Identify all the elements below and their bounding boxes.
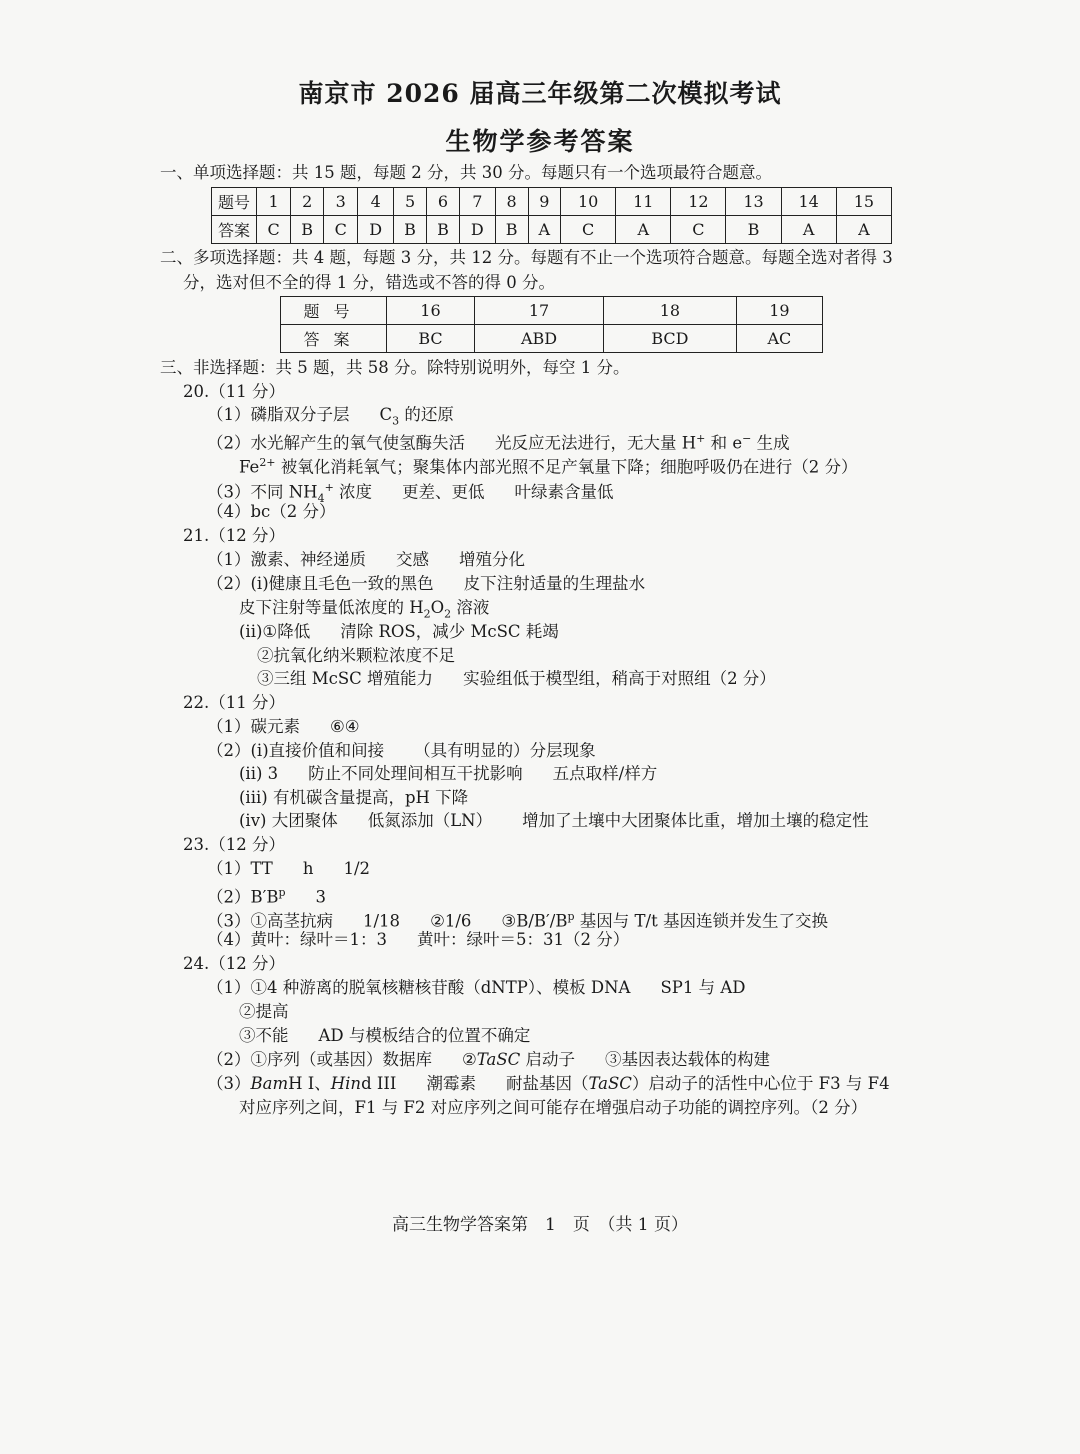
table-cell: 6 <box>427 188 460 216</box>
answer-text: 五点取样/样方 <box>552 764 658 783</box>
answer-text: 实验组低于模型组，稍高于对照组（2 分） <box>463 669 776 688</box>
table-cell: 5 <box>394 188 427 216</box>
superscript: − <box>742 432 752 445</box>
answer-text: (ii) 3 <box>239 764 279 783</box>
table-cell: 2 <box>291 188 324 216</box>
table-cell: 15 <box>836 188 891 216</box>
row-label: 答案 <box>281 325 387 353</box>
q24-part2 <box>207 1049 770 1071</box>
q24-part3-line2: 对应序列之间，F1 与 F2 对应序列之间可能存在增强启动子功能的调控序列。（2 分） <box>239 1098 868 1117</box>
table-cell: 8 <box>495 188 528 216</box>
answer-text: 黄叶：绿叶＝5：31（2 分） <box>417 930 630 949</box>
answer-text: （1）激素、神经递质 <box>207 550 366 569</box>
table-cell: 17 <box>474 297 603 325</box>
q21-ii-3 <box>257 668 776 690</box>
table-cell: 12 <box>671 188 726 216</box>
q23-part2 <box>207 882 326 909</box>
table-cell: AC <box>736 325 822 353</box>
table-cell: 18 <box>604 297 737 325</box>
q20-part4: （4）bc（2 分） <box>207 502 336 521</box>
subscript: 4 <box>317 491 325 505</box>
answer-text: ②1/6 <box>430 911 472 931</box>
table-cell: ABD <box>474 325 603 353</box>
table-cell: A <box>781 216 836 244</box>
answer-text: （2）(i)直接价值和间接 <box>207 741 385 760</box>
page-footer: 高三生物学答案第 1 页 （共 1 页） <box>392 1215 688 1235</box>
table-cell: 19 <box>736 297 822 325</box>
exam-title: 南京市 2026 届高三年级第二次模拟考试 <box>298 79 782 108</box>
q23-heading: 23.（12 分） <box>183 835 285 854</box>
answer-text: TaSC <box>476 1050 521 1069</box>
q22-part2 <box>207 740 596 762</box>
single-choice-table <box>211 187 892 244</box>
q21-part1 <box>207 549 525 571</box>
q23-part4 <box>207 929 629 951</box>
superscript: + <box>324 481 334 494</box>
table-row <box>281 325 823 353</box>
answer-text: ）启动子的活性中心位于 F3 与 F4 <box>631 1074 890 1093</box>
answer-text: 浓度 <box>333 482 373 502</box>
table-cell: D <box>459 216 495 244</box>
answer-text: 交感 <box>396 550 429 569</box>
answer-text: ⑥④ <box>330 717 360 736</box>
q22-iii: (iii) 有机碳含量提高，pH 下降 <box>239 788 469 807</box>
answer-text: Bam <box>250 1074 289 1093</box>
table-cell: A <box>528 216 560 244</box>
answer-text: 生成 <box>751 433 790 453</box>
section3-heading: 三、非选择题：共 5 题，共 58 分。除特别说明外，每空 1 分。 <box>160 358 630 377</box>
answer-text: （2）①序列（或基因）数据库 <box>207 1050 432 1069</box>
answer-text: 低氮添加（LN） <box>367 811 493 830</box>
answer-text: 皮下注射适量的生理盐水 <box>463 574 646 593</box>
answer-text: （4）黄叶：绿叶＝1：3 <box>207 930 387 949</box>
q20-part2-line2 <box>239 452 858 479</box>
q24-part1-3 <box>239 1025 530 1047</box>
answer-text: 和 e <box>705 433 743 453</box>
table-cell: B <box>726 216 781 244</box>
answer-text: 1/18 <box>363 911 401 931</box>
q22-heading: 22.（11 分） <box>183 693 285 712</box>
q22-iv <box>239 810 869 832</box>
table-row <box>281 297 823 325</box>
answer-text: 更差、更低 <box>402 482 485 502</box>
answer-text: 叶绿素含量低 <box>514 482 614 502</box>
q22-part1 <box>207 716 360 738</box>
answer-text: 的还原 <box>399 405 454 424</box>
answer-text: (ii)①降低 <box>239 622 311 641</box>
answer-text: 启动子 <box>520 1050 576 1069</box>
answer-text: 耐盐基因（ <box>505 1074 589 1093</box>
answer-text: C <box>379 405 393 424</box>
answer-text: H I、 <box>288 1074 331 1093</box>
table-cell: B <box>427 216 460 244</box>
answer-text: ② <box>462 1050 477 1069</box>
answer-text: 皮下注射等量低浓度的 H <box>239 598 424 617</box>
answer-text: （2）(i)健康且毛色一致的黑色 <box>207 574 434 593</box>
answer-text: ③三组 McSC 增殖能力 <box>257 669 434 688</box>
table-cell: D <box>358 216 394 244</box>
answer-text: ③不能 <box>239 1026 289 1045</box>
superscript: 2+ <box>259 456 276 469</box>
q23-part1 <box>207 858 370 880</box>
table-cell: C <box>561 216 616 244</box>
answer-text: （具有明显的）分层现象 <box>414 741 596 760</box>
answer-title: 生物学参考答案 <box>445 127 635 156</box>
multi-choice-table <box>280 296 823 353</box>
q20-part2 <box>207 428 790 455</box>
answer-text: h <box>302 859 314 878</box>
table-cell: A <box>836 216 891 244</box>
answer-text: （3）不同 NH <box>207 482 318 502</box>
table-cell: B <box>394 216 427 244</box>
table-cell: 1 <box>257 188 291 216</box>
table-cell: 9 <box>528 188 560 216</box>
section2-heading-line2: 分，选对但不全的得 1 分，错选或不答的得 0 分。 <box>183 273 555 292</box>
q21-ii-2: ②抗氧化纳米颗粒浓度不足 <box>257 646 455 665</box>
superscript: p <box>567 910 575 923</box>
answer-text: 光反应无法进行，无大量 H <box>495 433 697 453</box>
answer-text: 溶液 <box>451 598 490 617</box>
answer-text: （1）磷脂双分子层 <box>207 405 350 424</box>
answer-text: AD 与模板结合的位置不确定 <box>318 1026 531 1045</box>
q21-part2 <box>207 573 645 595</box>
table-cell: 7 <box>459 188 495 216</box>
table-cell: B <box>495 216 528 244</box>
q24-heading: 24.（12 分） <box>183 954 285 973</box>
answer-text: （3） <box>207 1074 251 1093</box>
table-cell: A <box>616 216 671 244</box>
answer-text: 防止不同处理间相互干扰影响 <box>308 764 523 783</box>
table-row <box>212 216 892 244</box>
table-cell: 4 <box>358 188 394 216</box>
answer-text: O <box>430 598 445 617</box>
answer-text: （3）①高茎抗病 <box>207 911 333 931</box>
answer-text: （1）碳元素 <box>207 717 300 736</box>
answer-text: d III <box>361 1074 397 1093</box>
answer-text: ③基因表达载体的构建 <box>605 1050 771 1069</box>
table-cell: BC <box>387 325 475 353</box>
q24-part1 <box>207 977 745 999</box>
answer-text: （2）B′B <box>207 887 279 907</box>
q22-ii <box>239 763 657 785</box>
table-cell: 11 <box>616 188 671 216</box>
answer-text: Fe <box>239 457 260 477</box>
section1-heading: 一、单项选择题：共 15 题，每题 2 分，共 30 分。每题只有一个选项最符合题意。 <box>160 163 772 182</box>
subscript: 2 <box>423 607 431 621</box>
answer-text: （1）TT <box>207 859 273 878</box>
table-row <box>212 188 892 216</box>
answer-text: （2）水光解产生的氧气使氢酶失活 <box>207 433 465 453</box>
superscript: p <box>278 886 286 899</box>
answer-text: SP1 与 AD <box>660 978 746 997</box>
subscript: 2 <box>444 607 452 621</box>
table-cell: C <box>257 216 291 244</box>
answer-text: 1/2 <box>343 859 371 878</box>
answer-text: （1）①4 种游离的脱氧核糖核苷酸（dNTP）、模板 DNA <box>207 978 631 997</box>
answer-text: TaSC <box>588 1074 632 1093</box>
q24-part1-2: ②提高 <box>239 1002 289 1021</box>
answer-text: 被氧化消耗氧气；聚集体内部光照不足产氧量下降；细胞呼吸仍在进行（2 分） <box>275 457 858 477</box>
q20-heading: 20.（11 分） <box>183 382 285 401</box>
answer-text: 潮霉素 <box>426 1074 476 1093</box>
row-label: 答案 <box>212 216 257 244</box>
q21-ii <box>239 621 559 643</box>
answer-text: 基因与 T/t 基因连锁并发生了交换 <box>574 911 828 931</box>
table-cell: 14 <box>781 188 836 216</box>
table-cell: 13 <box>726 188 781 216</box>
table-cell: C <box>324 216 358 244</box>
table-cell: C <box>671 216 726 244</box>
q21-heading: 21.（12 分） <box>183 526 285 545</box>
subscript: 3 <box>392 414 400 428</box>
section2-heading-line1: 二、多项选择题：共 4 题，每题 3 分，共 12 分。每题有不止一个选项符合题意。每题全选对者得 3 <box>160 248 893 267</box>
table-cell: 3 <box>324 188 358 216</box>
answer-text: 增殖分化 <box>459 550 525 569</box>
q24-part3 <box>207 1073 890 1095</box>
table-cell: 16 <box>387 297 475 325</box>
table-cell: BCD <box>604 325 737 353</box>
answer-text: 3 <box>315 887 327 907</box>
table-cell: 10 <box>561 188 616 216</box>
answer-text: (iv) 大团聚体 <box>239 811 338 830</box>
row-label: 题号 <box>212 188 257 216</box>
answer-text: ③B/B′/B <box>501 911 568 931</box>
answer-text: 增加了土壤中大团聚体比重，增加土壤的稳定性 <box>522 811 869 830</box>
superscript: + <box>696 432 706 445</box>
answer-text: 清除 ROS，减少 McSC 耗竭 <box>340 622 559 641</box>
table-cell: B <box>291 216 324 244</box>
row-label: 题号 <box>281 297 387 325</box>
answer-text: Hin <box>330 1074 362 1093</box>
